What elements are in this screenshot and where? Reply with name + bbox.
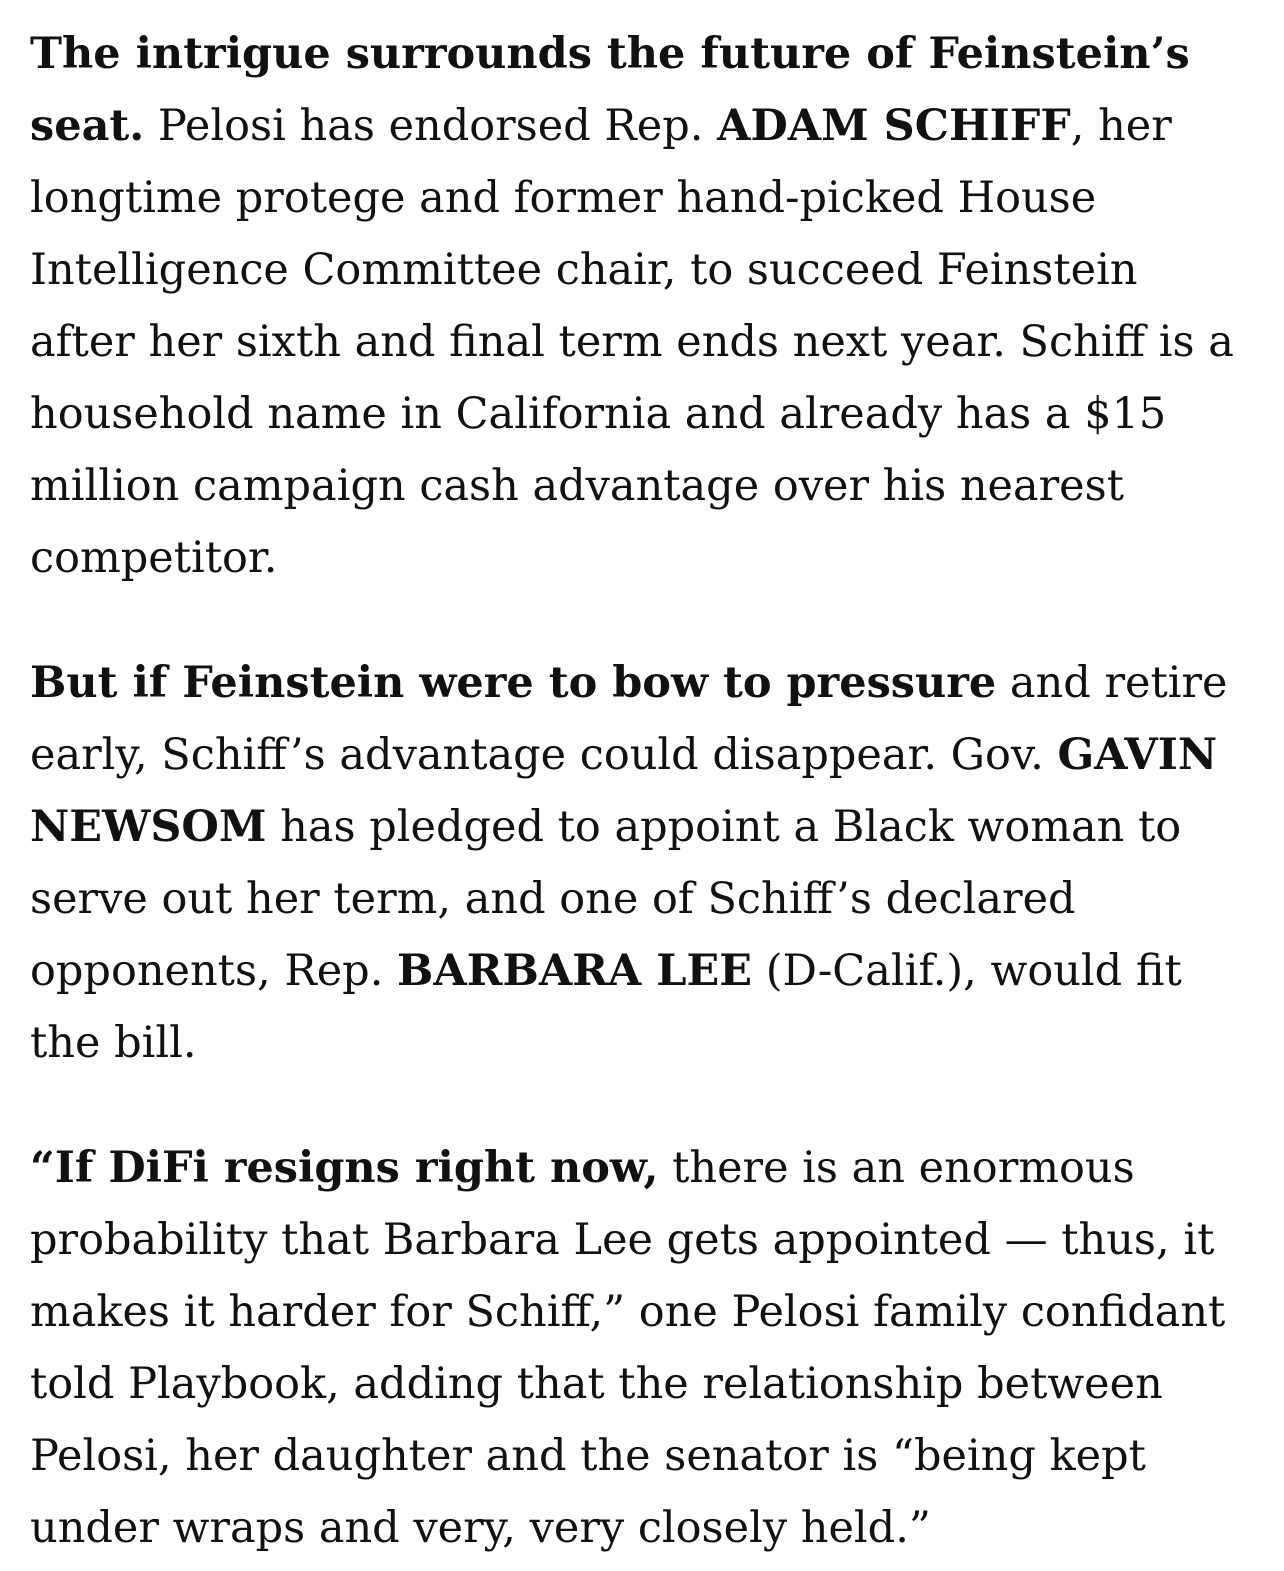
lead-in-bold: The intrigue surrounds the future of Feinstein’s seat. bbox=[30, 29, 1190, 151]
body-text: there is an enormous probability that Barbara Lee gets appointed — thus, it makes it harder for Schiff,” one Pelosi family confidant told Playbook, adding that the relationship between Pelosi, her daughter and the senator is “being kept under wraps and very, very closely held.” bbox=[30, 1143, 1226, 1553]
body-text: and retire early, Schiff’s advantage could disappear. Gov. bbox=[30, 658, 1228, 780]
lead-in-bold: But if Feinstein were to bow to pressure bbox=[30, 658, 997, 708]
body-text: , her longtime protege and former hand-picked House Intelligence Committee chair, to succeed Feinstein after her sixth and final term ends next year. Schiff is a household name in California and already has a $15 million campaign cash advantage over his nearest competitor. bbox=[30, 101, 1234, 583]
paragraph-difi-quote bbox=[30, 1132, 1254, 1564]
body-text: has pledged to appoint a Black woman to serve out her term, and one of Schiff’s declared opponents, Rep. bbox=[30, 802, 1182, 996]
body-text: (D-Calif.), would fit the bill. bbox=[30, 946, 1182, 1068]
paragraph-feinstein-seat bbox=[30, 18, 1254, 594]
paragraph-retire-early bbox=[30, 647, 1254, 1079]
name-adam-schiff: ADAM SCHIFF bbox=[717, 101, 1071, 151]
name-gavin-newsom: GAVIN NEWSOM bbox=[30, 730, 1218, 852]
name-barbara-lee: BARBARA LEE bbox=[397, 946, 753, 996]
body-text: Pelosi has endorsed Rep. bbox=[144, 101, 718, 151]
lead-in-bold: “If DiFi resigns right now, bbox=[30, 1143, 659, 1193]
